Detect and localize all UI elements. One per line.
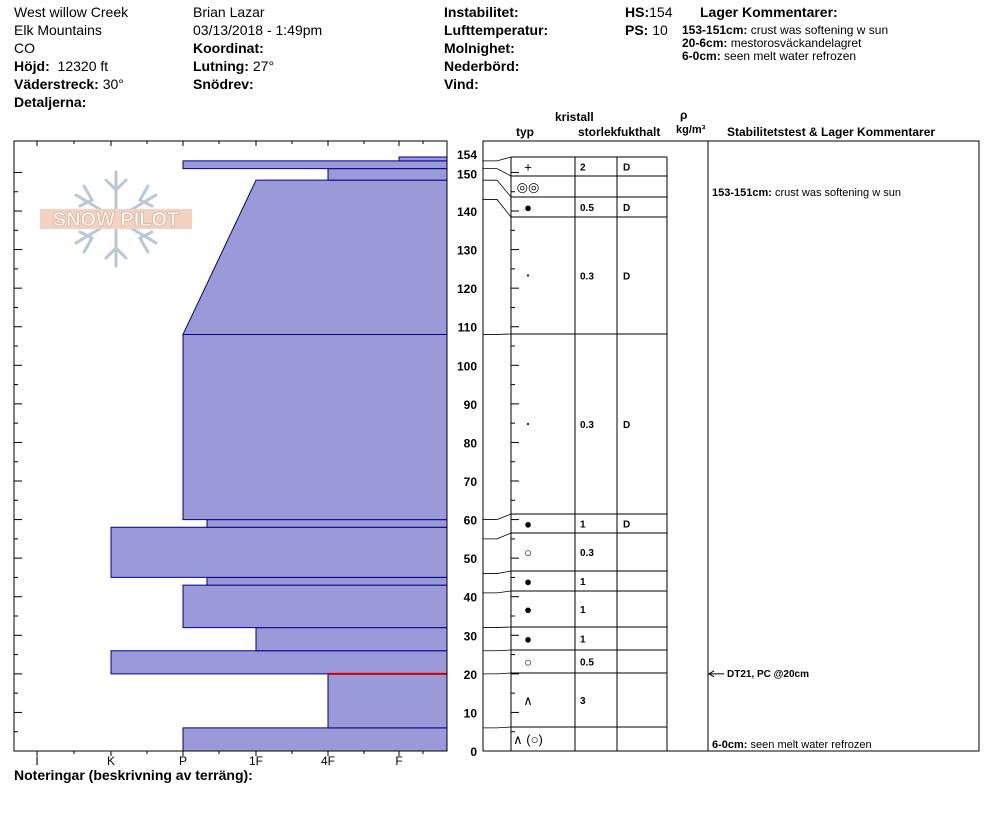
layer-grain-type: ●: [524, 574, 532, 589]
aspect-label: Väderstreck:: [14, 76, 99, 92]
col-rho: ρ: [680, 108, 688, 122]
instability-label: Instabilitet:: [444, 4, 519, 20]
hardness-tick-label: K: [106, 754, 116, 768]
depth-scale-label: 70: [463, 475, 477, 490]
col-moisture: fukthalt: [617, 125, 661, 139]
depth-connector: [483, 650, 511, 651]
layer-grain-size: 1: [580, 605, 586, 616]
date-time: 03/13/2018 - 1:49pm: [193, 22, 323, 38]
stability-comment: DT21, PC @20cm: [727, 668, 810, 680]
depth-scale-label: 154: [456, 148, 477, 163]
depth-connector: [483, 627, 511, 628]
hardness-tick-label: 1F: [248, 754, 264, 768]
hardness-layer: [207, 577, 447, 585]
layer-grain-type: ·: [525, 413, 531, 433]
wind-loading-label: Snödrev:: [193, 76, 254, 92]
layer-grain-size: 0.5: [580, 657, 594, 669]
depth-scale-label: 0: [470, 745, 477, 759]
hardness-layer: [399, 157, 447, 161]
layer-grain-type: ·: [525, 264, 531, 285]
hardness-layer: [328, 169, 447, 181]
elevation-label: Höjd:: [14, 58, 50, 74]
sky-label: Molnighet:: [444, 40, 515, 56]
col-stability: Stabilitetstest & Lager Kommentarer: [727, 125, 936, 139]
layer-grain-type: ◎◎: [516, 179, 540, 195]
hardness-layer: [183, 334, 447, 519]
state-name: CO: [14, 40, 35, 56]
layer-comments-title: Lager Kommentarer:: [700, 4, 838, 20]
elevation-value: 12320 ft: [57, 58, 109, 74]
hardness-layers: [111, 157, 447, 751]
layer-table: [483, 141, 901, 751]
layer-grain-size: 1: [580, 519, 586, 531]
layer-comment-2: 20-6cm: mestorosväckandelagret: [682, 36, 862, 50]
hardness-layer: [183, 161, 447, 169]
layer-moisture: D: [623, 420, 631, 431]
layer-grain-size: 1: [580, 577, 586, 588]
hardness-layer: [183, 585, 447, 627]
depth-scale-label: 110: [457, 320, 477, 335]
depth-connector: [483, 180, 511, 197]
hardness-tick-label: I: [35, 754, 39, 768]
col-type: typ: [516, 125, 534, 139]
layer-moisture: D: [623, 519, 631, 531]
depth-connector: [483, 157, 511, 161]
depth-scale-label: 20: [463, 667, 477, 682]
layer-grain-type: +: [524, 159, 532, 175]
hardness-tick-label: 4F: [320, 754, 336, 768]
depth-scale-label: 80: [463, 436, 477, 451]
hs-label: HS:: [625, 4, 650, 20]
layer-grain-type: ●: [524, 602, 532, 617]
stability-comment: 6-0cm: seen melt water refrozen: [712, 739, 872, 751]
layer-moisture: D: [623, 271, 631, 283]
depth-scale-label: 90: [463, 397, 477, 412]
coordinate-label: Koordinat:: [193, 40, 264, 56]
stability-comment: 153-151cm: crust was softening w sun: [712, 187, 901, 199]
hardness-layer: [207, 520, 447, 528]
layer-grain-type: ○: [524, 545, 532, 560]
layer-grain-type: ●: [524, 631, 532, 647]
hardness-layer: [183, 728, 447, 751]
layer-grain-size: 0.3: [580, 271, 594, 283]
slope-label: Lutning:: [193, 58, 249, 74]
layer-grain-size: 2: [580, 162, 586, 174]
snowpilot-logo: [40, 209, 192, 231]
depth-scale-label: 100: [456, 359, 477, 374]
range-name: Elk Mountains: [14, 22, 102, 38]
observer-name: Brian Lazar: [193, 4, 265, 20]
depth-scale-label: 120: [456, 282, 477, 297]
depth-scale-label: 40: [463, 590, 477, 605]
ps-label: PS:: [625, 22, 649, 38]
depth-connector: [483, 591, 511, 593]
ps-value: 10: [652, 22, 668, 38]
layer-moisture: D: [623, 203, 631, 214]
depth-scale-label: 150: [456, 167, 477, 182]
precip-label: Nederbörd:: [444, 58, 520, 74]
depth-connector: [483, 199, 511, 217]
hardness-layer: [111, 527, 447, 577]
depth-scale-label: 130: [456, 243, 477, 258]
layer-moisture: D: [623, 162, 631, 174]
layer-grain-type: ∧ (○): [513, 732, 543, 747]
depth-connector: [483, 571, 511, 574]
layer-comment-3: 6-0cm: seen melt water refrozen: [682, 49, 857, 63]
col-crystal: kristall: [555, 110, 594, 124]
hardness-layer: [256, 628, 447, 651]
aspect-value: 30°: [102, 76, 124, 92]
hardness-tick-label: P: [178, 754, 188, 768]
depth-connector: [483, 169, 511, 176]
layer-comment-1: 153-151cm: crust was softening w sun: [682, 23, 889, 37]
air-temp-label: Lufttemperatur:: [444, 22, 549, 38]
layer-grain-type: ∧: [523, 693, 533, 708]
depth-connector: [483, 727, 511, 728]
depth-scale-label: 30: [463, 629, 477, 644]
depth-connector: [483, 533, 511, 539]
layer-grain-size: 0.3: [580, 548, 594, 559]
col-size: storlek: [578, 125, 618, 139]
details-label: Detaljerna:: [14, 94, 87, 110]
col-density-unit: kg/m³: [676, 124, 706, 136]
hs-value: 154: [649, 4, 673, 20]
hardness-layer: [328, 674, 447, 728]
layer-grain-type: ●: [524, 200, 532, 215]
notes-label: Noteringar (beskrivning av terräng):: [14, 767, 253, 783]
hardness-tick-label: F: [395, 754, 403, 768]
hardness-layer: [183, 180, 447, 334]
layer-grain-size: 0.3: [580, 420, 594, 431]
depth-scale-label: 140: [456, 205, 477, 220]
layer-table-frame: [483, 141, 979, 751]
wind-label: Vind:: [444, 76, 479, 92]
location-name: West willow Creek: [14, 4, 129, 20]
depth-scale-label: 50: [463, 552, 477, 567]
depth-connector: [483, 514, 511, 520]
layer-grain-type: ○: [524, 654, 532, 670]
layer-grain-size: 3: [580, 696, 586, 707]
layer-grain-size: 0.5: [580, 203, 594, 214]
layer-grain-type: ●: [524, 516, 532, 532]
hardness-layer: [111, 651, 447, 674]
depth-scale-label: 10: [463, 706, 477, 721]
layer-grain-size: 1: [580, 634, 586, 646]
slope-value: 27°: [252, 58, 275, 74]
snowpilot-logo-text: SNOW PILOT: [52, 209, 180, 231]
depth-connector: [483, 673, 511, 674]
depth-scale-label: 60: [463, 513, 477, 528]
